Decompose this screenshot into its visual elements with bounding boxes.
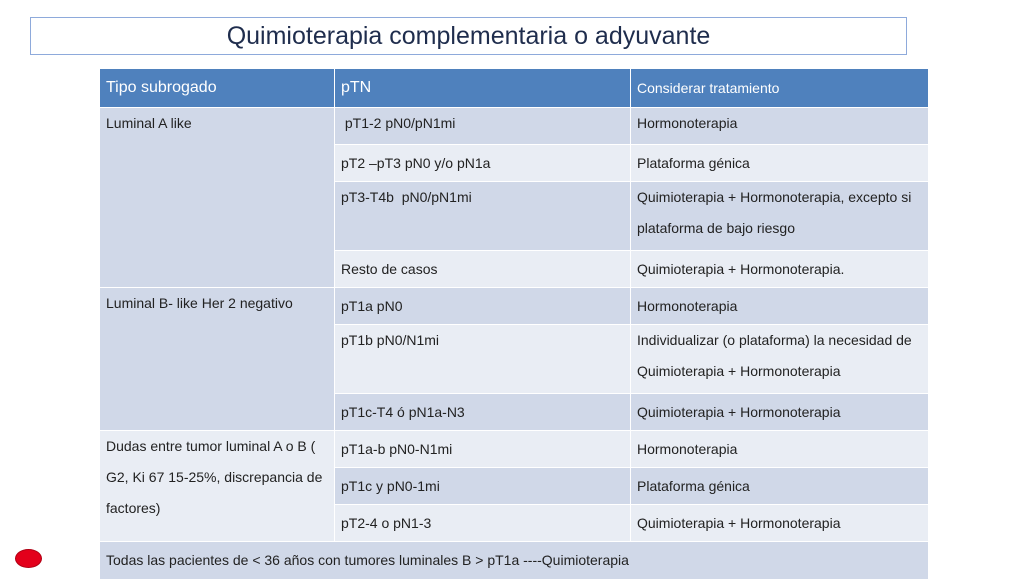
ptn-cell: pT1-2 pN0/pN1mi <box>335 108 631 145</box>
subtype-cell: Luminal A like <box>100 108 335 288</box>
ptn-cell: Resto de casos <box>335 251 631 288</box>
ptn-cell: pT2-4 o pN1-3 <box>335 505 631 542</box>
treatment-table <box>99 68 929 580</box>
ptn-cell: pT1c-T4 ó pN1a-N3 <box>335 394 631 431</box>
slide-title <box>30 17 907 55</box>
treatment-cell: Individualizar (o plataforma) la necesidad de Quimioterapia + Hormonoterapia <box>631 325 929 394</box>
footer-note: Todas las pacientes de < 36 años con tumores luminales B > pT1a ----Quimioterapia <box>100 542 929 580</box>
ptn-cell: pT1c y pN0-1mi <box>335 468 631 505</box>
ptn-cell: pT2 –pT3 pN0 y/o pN1a <box>335 145 631 182</box>
treatment-cell: Quimioterapia + Hormonoterapia <box>631 394 929 431</box>
treatment-cell: Hormonoterapia <box>631 288 929 325</box>
table-row <box>100 288 929 325</box>
header-ptn: pTN <box>335 69 631 108</box>
treatment-cell: Quimioterapia + Hormonoterapia, excepto si plataforma de bajo riesgo <box>631 182 929 251</box>
table-row <box>100 431 929 468</box>
ptn-cell: pT1b pN0/N1mi <box>335 325 631 394</box>
table-footer-row <box>100 542 929 580</box>
treatment-cell: Plataforma génica <box>631 145 929 182</box>
subtype-cell: Luminal B- like Her 2 negativo <box>100 288 335 431</box>
ptn-cell: pT1a pN0 <box>335 288 631 325</box>
treatment-cell: Quimioterapia + Hormonoterapia <box>631 505 929 542</box>
ptn-cell: pT1a-b pN0-N1mi <box>335 431 631 468</box>
treatment-cell: Quimioterapia + Hormonoterapia. <box>631 251 929 288</box>
table-row <box>100 108 929 145</box>
slide-title-text: Quimioterapia complementaria o adyuvante <box>226 21 711 50</box>
treatment-cell: Hormonoterapia <box>631 108 929 145</box>
red-marker-icon <box>15 549 42 568</box>
treatment-cell: Plataforma génica <box>631 468 929 505</box>
header-considerar-tratamiento: Considerar tratamiento <box>631 69 929 108</box>
table-header-row <box>100 69 929 108</box>
ptn-cell: pT3-T4b pN0/pN1mi <box>335 182 631 251</box>
subtype-cell: Dudas entre tumor luminal A o B ( G2, Ki 67 15-25%, discrepancia de factores) <box>100 431 335 542</box>
treatment-cell: Hormonoterapia <box>631 431 929 468</box>
header-tipo-subrogado: Tipo subrogado <box>100 69 335 108</box>
